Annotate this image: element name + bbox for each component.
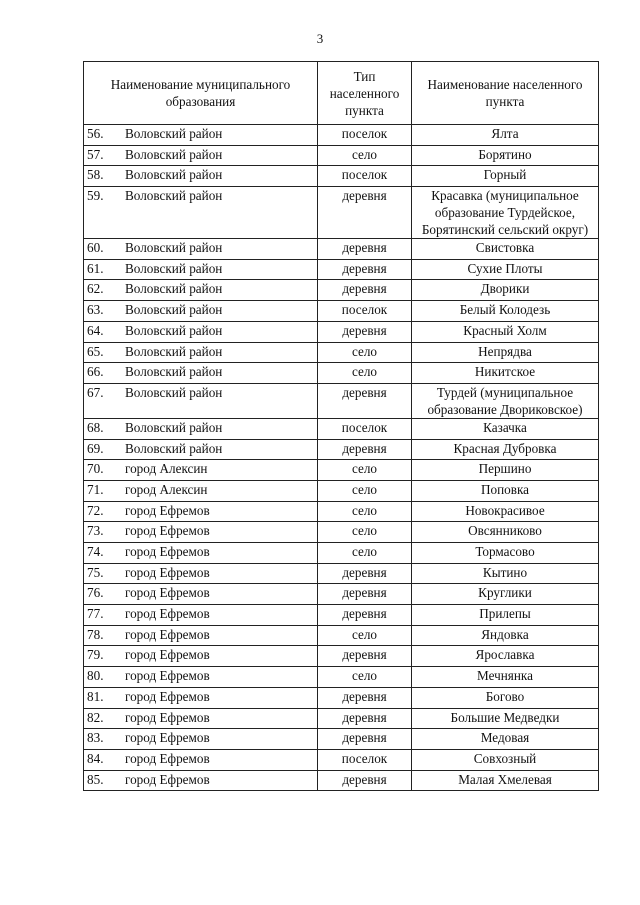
row-number: 83.	[87, 730, 104, 746]
municipality-name: город Ефремов	[125, 709, 210, 725]
settlement-name-cell: Свистовка	[412, 239, 599, 260]
table-row	[84, 522, 599, 543]
municipality-cell	[84, 708, 318, 729]
municipality-cell	[84, 770, 318, 791]
settlement-name-cell: Большие Медведки	[412, 708, 599, 729]
municipality-name: город Ефремов	[125, 606, 210, 622]
table-row	[84, 145, 599, 166]
settlement-name-cell: Кытино	[412, 563, 599, 584]
row-number: 68.	[87, 419, 104, 435]
municipality-name: Воловский район	[125, 322, 223, 338]
settlement-type-cell: поселок	[318, 301, 412, 322]
municipality-name: Воловский район	[125, 240, 223, 256]
municipality-name: город Алексин	[125, 461, 208, 477]
municipality-name: город Ефремов	[125, 730, 210, 746]
settlement-name-cell: Малая Хмелевая	[412, 770, 599, 791]
municipality-cell	[84, 563, 318, 584]
table-row	[84, 501, 599, 522]
settlement-type-cell: село	[318, 460, 412, 481]
header-municipality: Наименование муниципального образования	[84, 62, 318, 125]
settlement-type-cell: деревня	[318, 770, 412, 791]
table-row	[84, 439, 599, 460]
table-row	[84, 342, 599, 363]
settlement-name-cell: Красавка (муниципальное образование Турдейское, Борятинский сельский округ)	[412, 187, 599, 239]
row-number: 56.	[87, 126, 104, 141]
municipality-name: Воловский район	[125, 364, 223, 380]
table-body	[84, 125, 599, 791]
municipality-cell	[84, 687, 318, 708]
municipality-cell	[84, 383, 318, 418]
settlement-type-cell: деревня	[318, 563, 412, 584]
settlements-table	[83, 61, 599, 791]
table-row	[84, 383, 599, 418]
settlement-name-cell: Прилепы	[412, 605, 599, 626]
settlement-type-cell: деревня	[318, 321, 412, 342]
settlement-type-cell: деревня	[318, 280, 412, 301]
table-row	[84, 259, 599, 280]
municipality-name: Воловский район	[125, 260, 223, 276]
settlement-name-cell: Турдей (муниципальное образование Двориковское)	[412, 383, 599, 418]
row-number: 77.	[87, 606, 104, 622]
municipality-name: город Ефремов	[125, 668, 210, 684]
settlement-name-cell: Дворики	[412, 280, 599, 301]
municipality-cell	[84, 239, 318, 260]
municipality-cell	[84, 605, 318, 626]
municipality-cell	[84, 418, 318, 439]
settlement-name-cell: Медовая	[412, 729, 599, 750]
table-row	[84, 301, 599, 322]
municipality-name: город Ефремов	[125, 544, 210, 559]
row-number: 80.	[87, 668, 104, 684]
municipality-cell	[84, 625, 318, 646]
settlement-type-cell: деревня	[318, 187, 412, 239]
row-number: 76.	[87, 585, 104, 601]
header-settlement-type: Тип населенного пункта	[318, 62, 412, 125]
row-number: 73.	[87, 523, 104, 539]
municipality-cell	[84, 749, 318, 770]
row-number: 60.	[87, 240, 104, 256]
table-row	[84, 646, 599, 667]
municipality-name: Воловский район	[125, 343, 223, 359]
settlement-name-cell: Горный	[412, 166, 599, 187]
municipality-cell	[84, 125, 318, 146]
settlement-type-cell: деревня	[318, 383, 412, 418]
settlement-type-cell: деревня	[318, 708, 412, 729]
municipality-cell	[84, 259, 318, 280]
settlement-type-cell: село	[318, 667, 412, 688]
municipality-cell	[84, 646, 318, 667]
municipality-name: город Алексин	[125, 481, 208, 497]
settlement-name-cell: Совхозный	[412, 749, 599, 770]
settlement-type-cell: село	[318, 522, 412, 543]
settlement-type-cell: деревня	[318, 687, 412, 708]
settlement-name-cell: Белый Колодезь	[412, 301, 599, 322]
settlement-name-cell: Мечнянка	[412, 667, 599, 688]
row-number: 71.	[87, 481, 104, 497]
settlement-name-cell: Никитское	[412, 363, 599, 384]
table-row	[84, 125, 599, 146]
settlement-name-cell: Ярославка	[412, 646, 599, 667]
settlement-type-cell: поселок	[318, 749, 412, 770]
settlement-name-cell: Красный Холм	[412, 321, 599, 342]
municipality-name: Воловский район	[125, 440, 223, 456]
settlement-name-cell: Яндовка	[412, 625, 599, 646]
table-row	[84, 543, 599, 564]
row-number: 66.	[87, 364, 104, 380]
municipality-name: город Ефремов	[125, 523, 210, 539]
table-row	[84, 625, 599, 646]
table-row	[84, 708, 599, 729]
row-number: 69.	[87, 440, 104, 456]
municipality-cell	[84, 522, 318, 543]
municipality-cell	[84, 166, 318, 187]
row-number: 81.	[87, 688, 104, 704]
municipality-cell	[84, 187, 318, 239]
header-settlement-name: Наименование населенного пункта	[412, 62, 599, 125]
table-row	[84, 749, 599, 770]
settlement-type-cell: поселок	[318, 166, 412, 187]
municipality-cell	[84, 145, 318, 166]
municipality-cell	[84, 321, 318, 342]
municipality-cell	[84, 342, 318, 363]
row-number: 72.	[87, 502, 104, 518]
row-number: 78.	[87, 626, 104, 642]
municipality-name: Воловский район	[125, 146, 223, 162]
settlement-name-cell: Красная Дубровка	[412, 439, 599, 460]
row-number: 85.	[87, 771, 104, 787]
municipality-name: Воловский район	[125, 302, 223, 318]
municipality-cell	[84, 280, 318, 301]
municipality-name: город Ефремов	[125, 688, 210, 704]
row-number: 64.	[87, 322, 104, 338]
table-row	[84, 166, 599, 187]
settlement-type-cell: село	[318, 145, 412, 166]
row-number: 70.	[87, 461, 104, 477]
table-row	[84, 460, 599, 481]
settlement-type-cell: деревня	[318, 646, 412, 667]
table-row	[84, 363, 599, 384]
table-row	[84, 239, 599, 260]
table-row	[84, 770, 599, 791]
row-number: 57.	[87, 146, 104, 162]
table-row	[84, 480, 599, 501]
settlement-type-cell: поселок	[318, 418, 412, 439]
settlement-type-cell: деревня	[318, 729, 412, 750]
municipality-name: город Ефремов	[125, 585, 210, 601]
settlement-name-cell: Тормасово	[412, 543, 599, 564]
settlement-type-cell: село	[318, 363, 412, 384]
row-number: 58.	[87, 167, 104, 183]
row-number: 61.	[87, 260, 104, 276]
row-number: 65.	[87, 343, 104, 359]
settlement-type-cell: деревня	[318, 439, 412, 460]
page-number: 3	[316, 31, 324, 46]
municipality-name: город Ефремов	[125, 647, 210, 663]
municipality-cell	[84, 301, 318, 322]
table-row	[84, 280, 599, 301]
settlement-type-cell: деревня	[318, 239, 412, 260]
municipality-cell	[84, 543, 318, 564]
municipality-name: Воловский район	[125, 126, 223, 141]
table-row	[84, 667, 599, 688]
settlement-type-cell: село	[318, 625, 412, 646]
settlement-type-cell: село	[318, 480, 412, 501]
row-number: 75.	[87, 564, 104, 580]
table-row	[84, 418, 599, 439]
municipality-name: Воловский район	[125, 167, 223, 183]
municipality-cell	[84, 584, 318, 605]
table-row	[84, 605, 599, 626]
municipality-cell	[84, 480, 318, 501]
municipality-cell	[84, 667, 318, 688]
table-row	[84, 687, 599, 708]
municipality-name: Воловский район	[125, 188, 223, 204]
settlement-type-cell: поселок	[318, 125, 412, 146]
municipality-name: город Ефремов	[125, 564, 210, 580]
row-number: 74.	[87, 544, 104, 559]
settlement-type-cell: село	[318, 543, 412, 564]
municipality-cell	[84, 460, 318, 481]
settlement-name-cell: Першино	[412, 460, 599, 481]
municipality-cell	[84, 501, 318, 522]
table-row	[84, 321, 599, 342]
row-number: 62.	[87, 281, 104, 297]
row-number: 79.	[87, 647, 104, 663]
settlement-type-cell: село	[318, 501, 412, 522]
settlement-type-cell: деревня	[318, 584, 412, 605]
table-row	[84, 584, 599, 605]
settlement-name-cell: Богово	[412, 687, 599, 708]
municipality-name: Воловский район	[125, 419, 223, 435]
municipality-name: Воловский район	[125, 384, 223, 400]
settlement-name-cell: Ялта	[412, 125, 599, 146]
settlement-type-cell: деревня	[318, 605, 412, 626]
municipality-name: город Ефремов	[125, 750, 210, 766]
table-header-row	[84, 62, 599, 125]
settlement-name-cell: Борятино	[412, 145, 599, 166]
table-row	[84, 187, 599, 239]
row-number: 84.	[87, 750, 104, 766]
row-number: 67.	[87, 384, 104, 400]
settlement-name-cell: Казачка	[412, 418, 599, 439]
row-number: 59.	[87, 188, 104, 204]
settlement-name-cell: Круглики	[412, 584, 599, 605]
settlement-name-cell: Овсянниково	[412, 522, 599, 543]
municipality-cell	[84, 439, 318, 460]
settlement-name-cell: Сухие Плоты	[412, 259, 599, 280]
settlement-type-cell: село	[318, 342, 412, 363]
settlement-name-cell: Поповка	[412, 480, 599, 501]
municipality-name: город Ефремов	[125, 626, 210, 642]
municipality-cell	[84, 729, 318, 750]
table-row	[84, 563, 599, 584]
municipality-name: Воловский район	[125, 281, 223, 297]
municipality-name: город Ефремов	[125, 502, 210, 518]
settlement-name-cell: Непрядва	[412, 342, 599, 363]
row-number: 82.	[87, 709, 104, 725]
row-number: 63.	[87, 302, 104, 318]
municipality-name: город Ефремов	[125, 771, 210, 787]
settlement-type-cell: деревня	[318, 259, 412, 280]
settlement-name-cell: Новокрасивое	[412, 501, 599, 522]
municipality-cell	[84, 363, 318, 384]
table-row	[84, 729, 599, 750]
